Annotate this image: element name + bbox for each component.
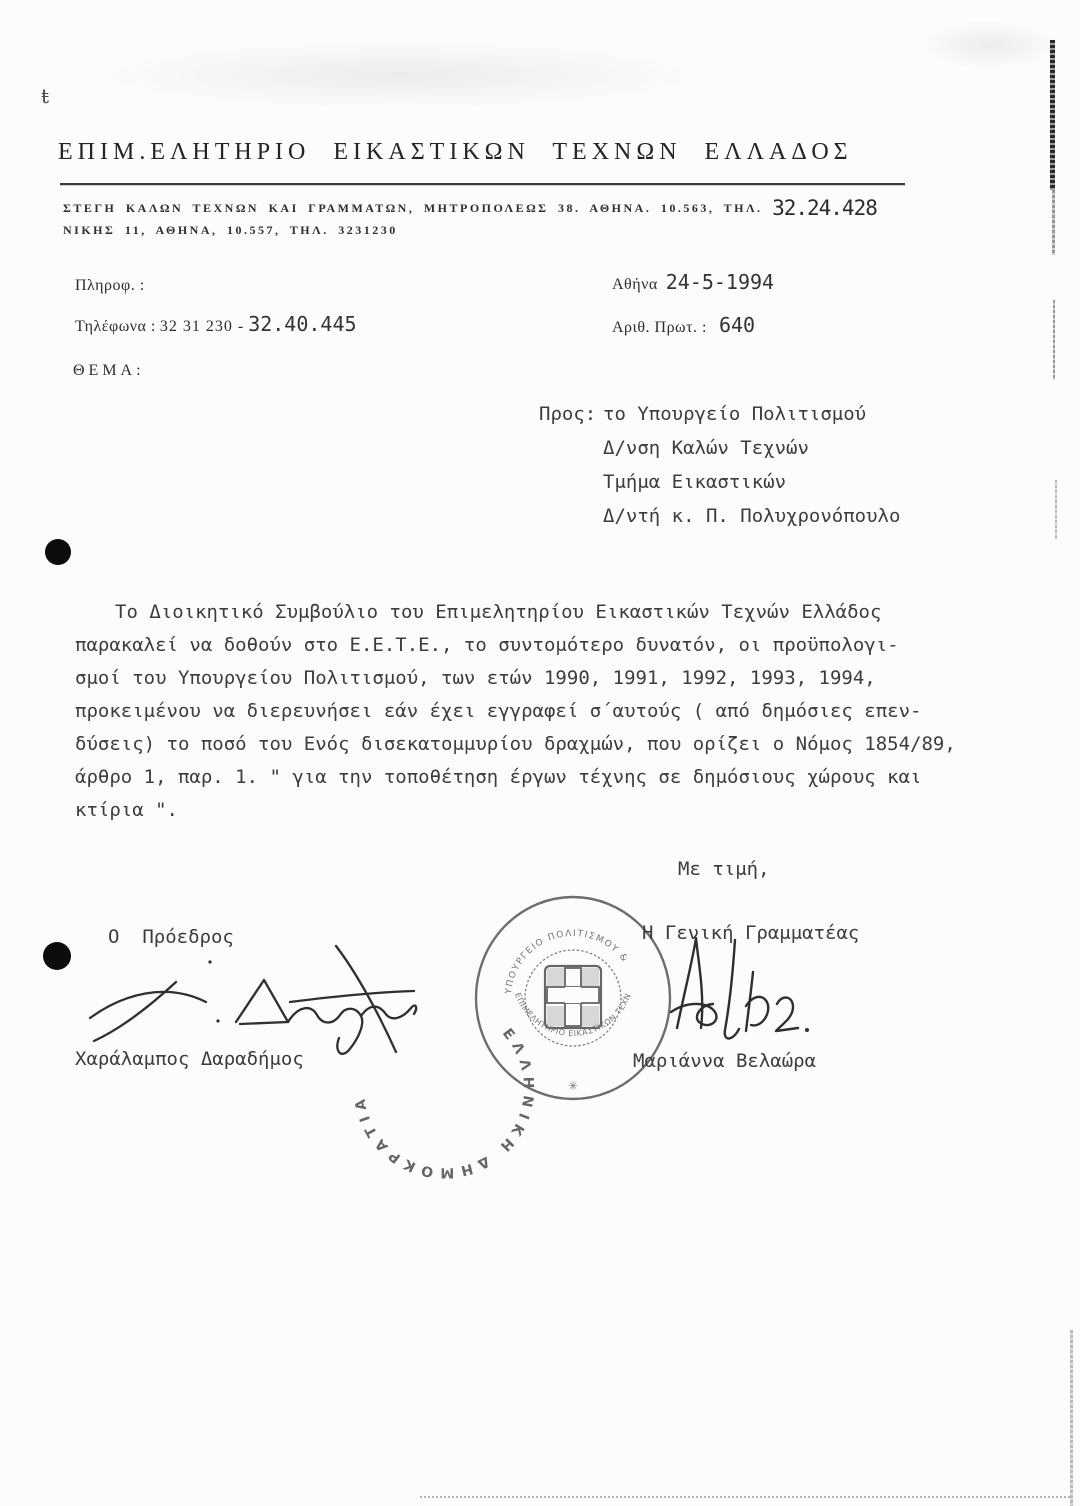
scan-smudge — [90, 40, 710, 110]
stamp-outer-text: ΕΛΛΗΝΙΚΗ ΔΗΜΟΚΡΑΤΙΑ — [351, 1025, 537, 1181]
org-address-line2: ΝΙΚΗΣ 11, ΑΘΗΝΑ, 10.557, ΤΗΛ. 3231230 — [63, 223, 398, 237]
punch-hole-dot — [43, 942, 71, 970]
stamp-inner-bottom-text: ΕΠΙΜΕΛΗΤΗΡΙΟ ΕΙΚΑΣΤΙΚΩΝ ΤΕΧΝΩΝ — [464, 883, 633, 1039]
phones-line — [75, 312, 357, 336]
stamp-coat-of-arms — [545, 966, 601, 1028]
president-signature — [78, 942, 423, 1060]
scan-streak — [1053, 300, 1055, 380]
secretary-name: Μαριάννα Βελαώρα — [633, 1050, 817, 1072]
body-line: σμοί του Υπουργείου Πολιτισμού, των ετών 1990, 1991, 1992, 1993, 1994, — [75, 667, 876, 689]
ink-mark: ŧ — [41, 84, 50, 108]
recipient-to-label: Προς: — [539, 403, 597, 425]
body-line: Το Διοικητικό Συμβούλιο του Επιμελητηρίου Εικαστικών Τεχνών Ελλάδος — [115, 601, 882, 623]
scan-dotted-line — [420, 1496, 1070, 1498]
president-role-label: Ο Πρόεδρος — [108, 926, 234, 948]
scan-streak — [1070, 1330, 1073, 1506]
body-line: κτίρια ". — [75, 799, 178, 821]
stamp-inner-top-text: ΥΠΟΥΡΓΕΙΟ ΠΟΛΙΤΙΣΜΟΥ & — [504, 928, 630, 995]
secretary-role-label: Η Γενική Γραμματέας — [642, 922, 860, 944]
recipient-line: Τμήμα Εικαστικών — [603, 471, 787, 493]
city-label: Αθήνα — [612, 276, 658, 293]
closing-salutation: Με τιμή, — [678, 858, 770, 880]
secretary-signature — [655, 928, 825, 1056]
phones-large-value: 32.40.445 — [248, 312, 357, 336]
recipient-line: το Υπουργείο Πολιτισμού — [603, 403, 867, 425]
scan-smudge — [920, 20, 1060, 70]
info-label: Πληροφ. : — [75, 277, 145, 294]
president-name: Χαράλαμπος Δαραδήμος — [75, 1048, 304, 1070]
recipient-line: Δ/νση Καλών Τεχνών — [603, 437, 809, 459]
protocol-line — [612, 313, 755, 337]
org-phone-number: 32.24.428 — [772, 196, 877, 220]
scan-streak — [1050, 40, 1055, 190]
protocol-label: Αριθ. Πρωτ. : — [612, 319, 707, 336]
date-value: 24-5-1994 — [665, 270, 775, 294]
org-title: ΕΠΙΜ.ΕΛΗΤΗΡΙΟ ΕΙΚΑΣΤΙΚΩΝ ΤΕΧΝΩΝ ΕΛΛΑΔΟΣ — [58, 139, 853, 165]
subject-label: ΘΕΜΑ: — [73, 362, 145, 379]
phones-label: Τηλέφωνα : — [75, 318, 156, 335]
body-line: προκειμένου να διερευνήσει εάν έχει εγγραφεί σ΄αυτούς ( από δημόσιες επεν- — [75, 700, 922, 722]
phones-small-value: 32 31 230 - — [159, 318, 245, 335]
scan-streak — [1055, 480, 1057, 540]
protocol-number: 640 — [718, 313, 756, 337]
body-line: παρακαλεί να δοθούν στο Ε.Ε.Τ.Ε., το συντομότερο δυνατόν, οι προϋπολογι- — [75, 634, 899, 656]
letterhead-divider — [60, 183, 905, 185]
stamp-bottom-mark: ✳ — [567, 1079, 579, 1093]
recipient-line: Δ/ντή κ. Π. Πολυχρονόπουλο — [603, 505, 901, 527]
body-line: άρθρο 1, παρ. 1. " για την τοποθέτηση έργων τέχνης σε δημόσιους χώρους και — [75, 766, 922, 788]
org-address-line1 — [63, 196, 877, 220]
punch-hole-dot — [45, 539, 71, 565]
body-line: δύσεις) το ποσό του Ενός δισεκατομμυρίου δραχμών, που ορίζει ο Νόμος 1854/89, — [75, 733, 956, 755]
scan-streak — [1052, 190, 1055, 255]
org-address-text: ΣΤΕΓΗ ΚΑΛΩΝ ΤΕΧΝΩΝ ΚΑΙ ΓΡΑΜΜΑΤΩΝ, ΜΗΤΡΟΠΟΛΕΩΣ 38. ΑΘΗΝΑ. 10.563, ΤΗΛ. — [63, 201, 763, 215]
date-line — [612, 270, 774, 294]
